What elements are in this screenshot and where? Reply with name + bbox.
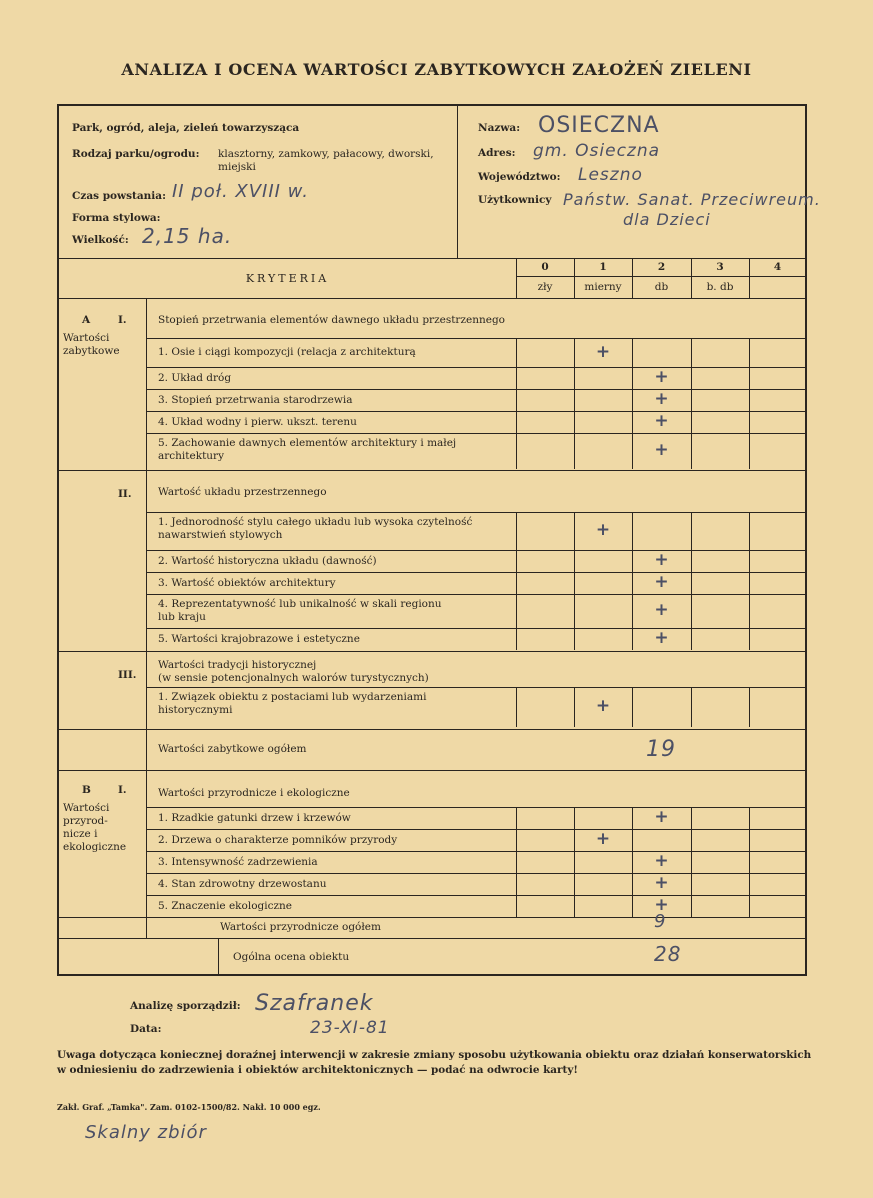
grid-line xyxy=(516,433,517,469)
nazwa-value: OSIECZNA xyxy=(538,113,660,138)
criterion-label: 3. Stopień przetrwania starodrzewia xyxy=(158,393,353,406)
forma-label: Forma stylowa: xyxy=(72,212,161,224)
grid-line xyxy=(516,367,517,389)
grid-line xyxy=(574,594,575,628)
a-total-label: Wartości zabytkowe ogółem xyxy=(158,743,307,755)
grid-line xyxy=(574,550,575,572)
grid-line xyxy=(574,411,575,433)
group-title: (w sensie potencjonalnych walorów turystycznych) xyxy=(158,672,429,684)
score-mark: + xyxy=(654,873,669,893)
prepared-label: Analizę sporządził: xyxy=(130,1000,241,1012)
criterion-label: architektury xyxy=(158,450,225,462)
row-line xyxy=(146,594,806,595)
criterion-label: 2. Układ dróg xyxy=(158,371,232,384)
score-mark: + xyxy=(595,696,611,716)
grid-line xyxy=(632,411,633,433)
grid-line xyxy=(691,807,692,829)
a-total-value: 19 xyxy=(646,737,676,762)
score-mark: + xyxy=(654,807,669,827)
overall-label: Ogólna ocena obiektu xyxy=(233,951,350,963)
score-number: 1 xyxy=(599,261,607,273)
grid-line xyxy=(632,572,633,594)
section-b-name: nicze i xyxy=(63,828,98,840)
b-total-top xyxy=(59,917,806,918)
grid-line xyxy=(632,594,633,628)
score-mark: + xyxy=(654,572,669,592)
category-divider-a xyxy=(146,298,147,770)
score-divider xyxy=(516,276,806,277)
adres-value: gm. Osieczna xyxy=(533,141,661,161)
score-name: zły xyxy=(537,281,553,293)
grid-line xyxy=(749,367,750,389)
criterion-label: 5. Znaczenie ekologiczne xyxy=(158,900,293,912)
criterion-label: nawarstwień stylowych xyxy=(158,529,283,541)
grid-line xyxy=(516,389,517,411)
overall-divider xyxy=(218,938,219,976)
score-name: db xyxy=(654,281,669,293)
grid-line xyxy=(749,433,750,469)
a-total-bottom xyxy=(59,770,806,771)
grid-line xyxy=(749,389,750,411)
score-mark: + xyxy=(654,367,669,387)
grid-line xyxy=(691,550,692,572)
uzyt-value-2: dla Dzieci xyxy=(623,210,711,229)
grid-line xyxy=(749,594,750,628)
group-numeral: II. xyxy=(118,488,132,500)
score-mark: + xyxy=(654,600,669,620)
section-b-name: Wartości xyxy=(63,802,110,814)
date-value: 23-XI-81 xyxy=(310,1018,390,1038)
grid-line xyxy=(749,807,750,829)
group-numeral: I. xyxy=(118,314,127,326)
grid-line xyxy=(574,389,575,411)
rodzaj-options: klasztorny, zamkowy, pałacowy, dworski, xyxy=(218,148,434,160)
grid-line xyxy=(691,687,692,727)
criterion-label: historycznymi xyxy=(158,704,233,716)
section-b-name: ekologiczne xyxy=(63,841,127,853)
category-divider-b xyxy=(146,770,147,938)
grid-line xyxy=(691,594,692,628)
section-b-title: Wartości przyrodnicze i ekologiczne xyxy=(158,787,350,799)
header-divider xyxy=(457,106,458,258)
row-line xyxy=(146,512,806,513)
grid-line xyxy=(516,628,517,650)
grid-line xyxy=(691,851,692,873)
grid-line xyxy=(574,873,575,895)
grid-line xyxy=(691,338,692,367)
bottom-handwritten-note: Skalny zbiór xyxy=(85,1122,207,1143)
grid-line xyxy=(749,628,750,650)
section-a-name: zabytkowe xyxy=(63,345,120,357)
grid-line xyxy=(691,512,692,550)
row-line xyxy=(146,873,806,874)
score-mark: + xyxy=(654,440,669,460)
group-title: Wartości tradycji historycznej xyxy=(158,659,317,671)
grid-line xyxy=(516,550,517,572)
grid-line xyxy=(632,512,633,550)
grid-line xyxy=(516,572,517,594)
grid-line xyxy=(574,807,575,829)
woj-label: Województwo: xyxy=(478,171,561,183)
date-label: Data: xyxy=(130,1023,162,1035)
b-total-bottom xyxy=(59,938,806,939)
row-line xyxy=(146,895,806,896)
grid-line xyxy=(749,687,750,727)
row-line xyxy=(146,550,806,551)
grid-line xyxy=(691,367,692,389)
intervention-note-line-1: Uwaga dotycząca koniecznej doraźnej interwencji w zakresie zmiany sposobu użytkowania obiektu oraz działań konserwatorskich xyxy=(57,1049,812,1061)
score-number: 4 xyxy=(773,261,782,273)
rodzaj-label: Rodzaj parku/ogrodu: xyxy=(72,148,200,160)
grid-line xyxy=(632,873,633,895)
grid-line xyxy=(516,851,517,873)
section-b-name: przyrod- xyxy=(63,815,108,827)
grid-line xyxy=(632,550,633,572)
grid-line xyxy=(632,829,633,851)
a-total-top xyxy=(59,729,806,730)
grid-line xyxy=(516,594,517,628)
score-number: 0 xyxy=(541,261,549,273)
criterion-label: 4. Reprezentatywność lub unikalność w skali regionu xyxy=(158,598,442,610)
grid-line xyxy=(516,411,517,433)
group-top-line xyxy=(59,298,806,299)
grid-line xyxy=(574,367,575,389)
assessment-form xyxy=(57,104,821,976)
score-name: mierny xyxy=(584,281,622,293)
rodzaj-options: miejski xyxy=(218,161,256,173)
criterion-label: 1. Jednorodność stylu całego układu lub wysoka czytelność xyxy=(158,516,473,528)
woj-value: Leszno xyxy=(578,165,643,185)
nazwa-label: Nazwa: xyxy=(478,122,521,134)
grid-line xyxy=(632,687,633,727)
group-numeral: III. xyxy=(118,669,137,681)
row-line xyxy=(146,807,806,808)
criterion-label: 1. Rzadkie gatunki drzew i krzewów xyxy=(158,812,351,824)
criterion-label: 2. Wartość historyczna układu (dawność) xyxy=(158,554,377,567)
grid-line xyxy=(574,572,575,594)
score-mark: + xyxy=(595,341,611,362)
park-label: Park, ogród, aleja, zieleń towarzysząca xyxy=(72,122,300,134)
criterion-label: 4. Stan zdrowotny drzewostanu xyxy=(158,878,327,890)
score-number: 3 xyxy=(716,261,724,273)
grid-line xyxy=(516,338,517,367)
score-mark: + xyxy=(654,895,669,915)
row-line xyxy=(146,433,806,434)
page-title: ANALIZA I OCENA WARTOŚCI ZABYTKOWYCH ZAŁOŻEŃ ZIELENI xyxy=(121,60,752,79)
printer-info: Zakł. Graf. „Tamka". Zam. 0102-1500/82. Nakł. 10 000 egz. xyxy=(57,1102,321,1112)
grid-line xyxy=(691,895,692,917)
adres-label: Adres: xyxy=(478,147,516,159)
grid-line xyxy=(632,338,633,367)
grid-line xyxy=(574,687,575,727)
score-number: 2 xyxy=(657,261,666,273)
row-line xyxy=(146,829,806,830)
wielkosc-label: Wielkość: xyxy=(72,234,129,246)
grid-line xyxy=(691,433,692,469)
grid-line xyxy=(574,895,575,917)
score-mark: + xyxy=(654,550,669,570)
grid-line xyxy=(632,851,633,873)
grid-line xyxy=(516,512,517,550)
section-a-name: Wartości xyxy=(63,332,110,344)
score-mark: + xyxy=(654,851,669,871)
grid-line xyxy=(574,851,575,873)
score-mark: + xyxy=(654,411,669,431)
uzyt-label: Użytkownicy xyxy=(478,194,552,206)
score-mark: + xyxy=(654,389,669,409)
grid-line xyxy=(632,389,633,411)
grid-line xyxy=(691,411,692,433)
row-line xyxy=(146,851,806,852)
overall-value: 28 xyxy=(654,942,682,966)
grid-line xyxy=(574,628,575,650)
criterion-label: 5. Wartości krajobrazowe i estetyczne xyxy=(158,632,360,645)
score-name: b. db xyxy=(706,281,734,293)
b-total-label: Wartości przyrodnicze ogółem xyxy=(220,921,381,933)
b-total-value: 9 xyxy=(654,911,667,932)
prepared-signature: Szafranek xyxy=(255,991,374,1016)
grid-line xyxy=(691,829,692,851)
grid-line xyxy=(516,807,517,829)
row-line xyxy=(146,572,806,573)
row-line xyxy=(146,411,806,412)
grid-line xyxy=(749,338,750,367)
grid-line xyxy=(516,687,517,727)
grid-line xyxy=(749,572,750,594)
grid-line xyxy=(749,512,750,550)
uzyt-value-1: Państw. Sanat. Przeciwreum. xyxy=(563,190,821,209)
grid-line xyxy=(574,338,575,367)
criterion-label: 4. Układ wodny i pierw. ukszt. terenu xyxy=(158,415,357,428)
section-b-letter: B xyxy=(82,784,91,796)
grid-line xyxy=(691,628,692,650)
group-title: Wartość układu przestrzennego xyxy=(158,486,327,498)
group-top-line xyxy=(59,651,806,652)
grid-line xyxy=(516,873,517,895)
criterion-label: 5. Zachowanie dawnych elementów architektury i małej xyxy=(158,437,457,449)
grid-line xyxy=(632,807,633,829)
czas-label: Czas powstania: xyxy=(72,190,166,202)
intervention-note-line-2: w odniesieniu do zadrzewienia i obiektów architektonicznych — podać na odwrocie karty! xyxy=(57,1064,578,1076)
criterion-label: 1. Związek obiektu z postaciami lub wydarzeniami xyxy=(158,691,427,703)
section-a-letter: A xyxy=(82,314,91,326)
row-line xyxy=(146,338,806,339)
criteria-header-top xyxy=(59,258,806,259)
grid-line xyxy=(691,873,692,895)
wielkosc-value: 2,15 ha. xyxy=(142,224,233,248)
grid-line xyxy=(749,873,750,895)
grid-line xyxy=(749,895,750,917)
grid-line xyxy=(516,895,517,917)
criteria-label: KRYTERIA xyxy=(245,272,330,285)
czas-value: II poł. XVIII w. xyxy=(172,181,309,202)
grid-line xyxy=(574,512,575,550)
row-line xyxy=(146,367,806,368)
grid-line xyxy=(516,829,517,851)
group-title: Stopień przetrwania elementów dawnego układu przestrzennego xyxy=(158,314,505,326)
group-top-line xyxy=(59,470,806,471)
criterion-label: 3. Wartość obiektów architektury xyxy=(158,576,336,589)
grid-line xyxy=(632,367,633,389)
grid-line xyxy=(749,550,750,572)
score-mark: + xyxy=(595,829,611,849)
grid-line xyxy=(632,433,633,469)
criterion-label: lub kraju xyxy=(158,611,206,623)
grid-line xyxy=(632,628,633,650)
grid-line xyxy=(749,829,750,851)
score-mark: + xyxy=(654,628,669,648)
row-line xyxy=(146,389,806,390)
grid-line xyxy=(574,433,575,469)
grid-line xyxy=(691,389,692,411)
grid-line xyxy=(749,851,750,873)
criterion-label: 1. Osie i ciągi kompozycji (relacja z architekturą xyxy=(158,346,416,358)
row-line xyxy=(146,687,806,688)
grid-line xyxy=(691,572,692,594)
score-mark: + xyxy=(595,520,611,540)
grid-line xyxy=(749,411,750,433)
grid-line xyxy=(574,829,575,851)
row-line xyxy=(146,628,806,629)
grid-line xyxy=(632,895,633,917)
section-b-numeral: I. xyxy=(118,784,127,796)
criterion-label: 3. Intensywność zadrzewienia xyxy=(158,856,318,868)
criterion-label: 2. Drzewa o charakterze pomników przyrody xyxy=(158,834,398,846)
